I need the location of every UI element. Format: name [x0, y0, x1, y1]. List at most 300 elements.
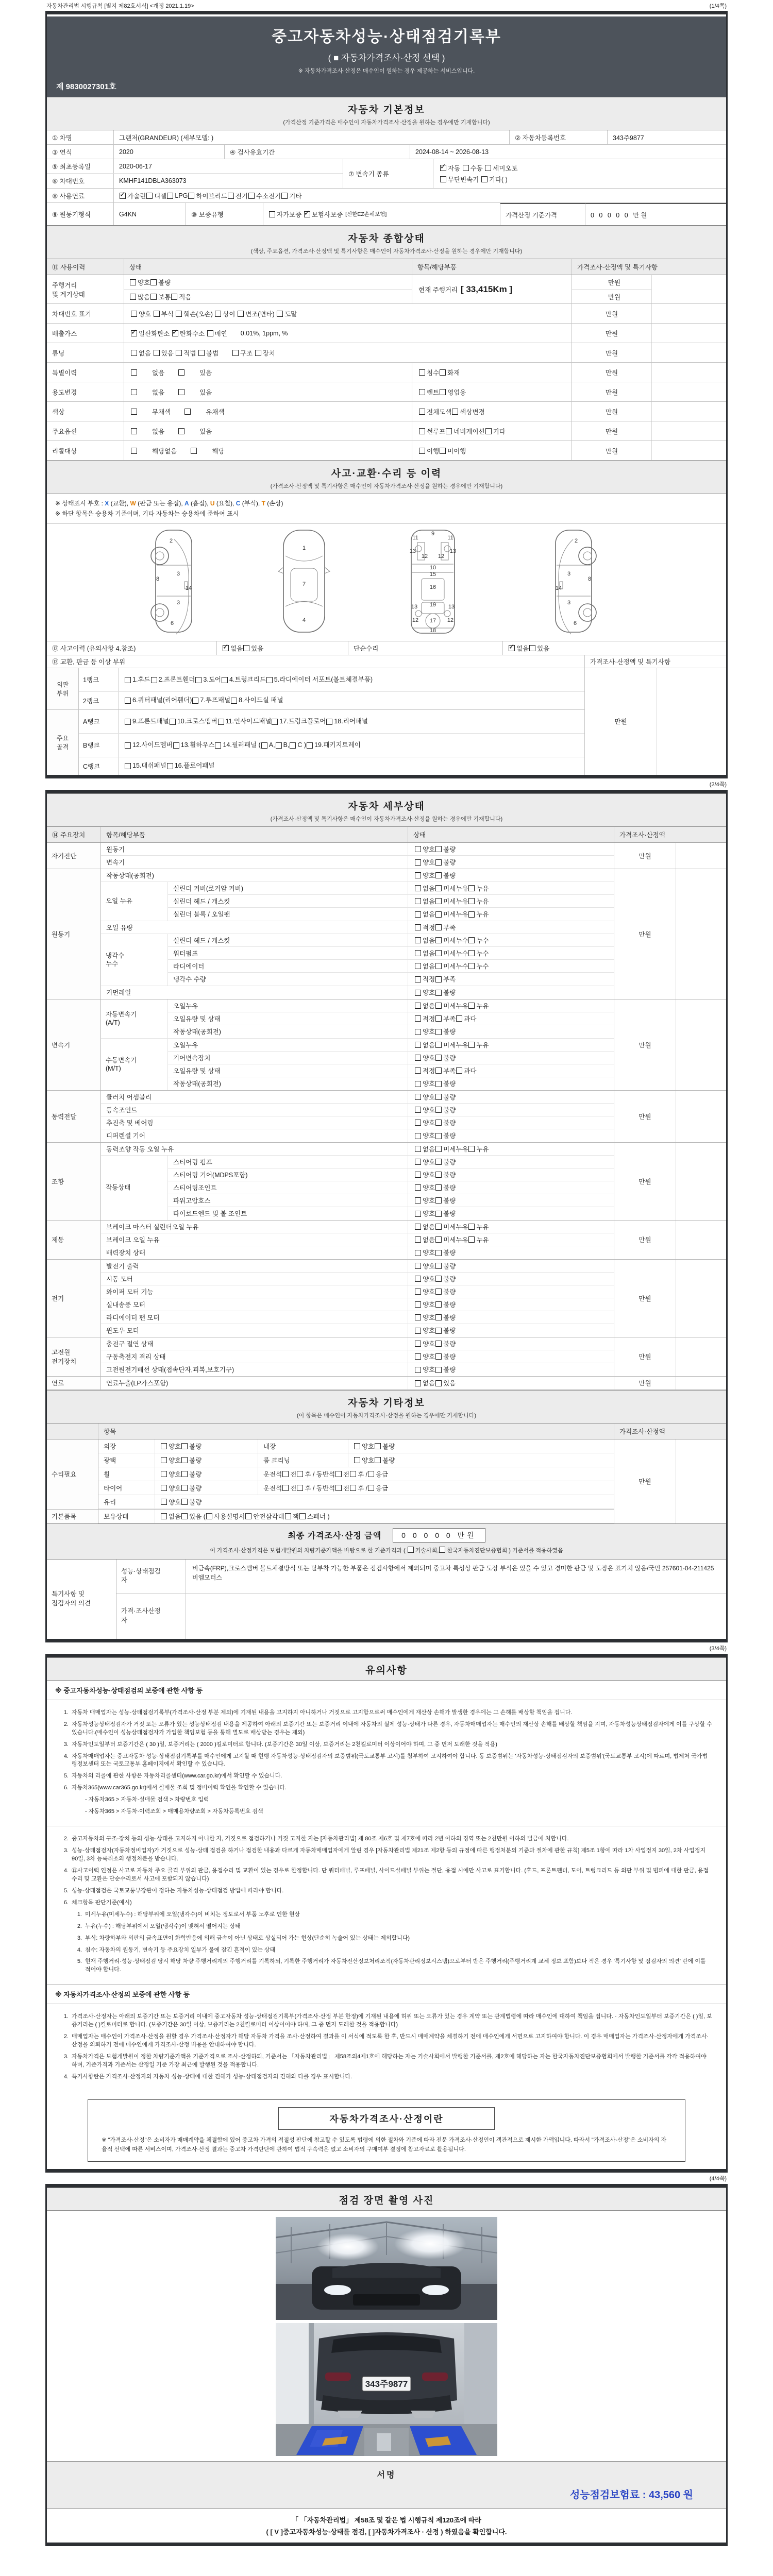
panel-number: 11: [447, 534, 453, 541]
detail-table-head: [47, 827, 726, 843]
document-meta: [45, 0, 728, 11]
notice-text: 자동차365(www.car365.go.kr)에서 실매물 조회 및 정비이력 확인을 확인할 수 있습니다.: [72, 1785, 287, 1791]
reg-no-label: ② 자동차등록번호: [510, 130, 608, 144]
accident-note-2: ※ 하단 항목은 승용차 기준이며, 기타 자동차는 승용차에 준하여 표시: [55, 510, 239, 518]
row-label: 색상: [47, 402, 124, 421]
checkbox: [415, 976, 421, 982]
checkbox: [435, 990, 442, 996]
notice-item: [60, 2013, 713, 2029]
detail-item: 배력장치 상태: [106, 1249, 145, 1257]
accident-section-title: 사고·교환·수리 등 이력: [331, 468, 442, 479]
car-name-label: ① 차명: [47, 130, 114, 144]
document: [45, 0, 728, 2546]
price-unit: 만원: [572, 441, 651, 460]
detail-item: 작동상태(공회전): [173, 1028, 221, 1036]
detail-item: 작동상태(공회전): [173, 1080, 221, 1088]
device-group: [47, 869, 726, 999]
state-options: 무채색 유채색: [124, 402, 412, 421]
note-cell: [651, 363, 726, 382]
detail-state: 없음 미세누유 누유: [408, 1143, 614, 1155]
license-plate: 343주9877: [365, 2379, 408, 2389]
checkbox: [131, 428, 137, 434]
checkbox: [463, 165, 469, 171]
notice-text: 자동차가격은 보험개발원이 정한 차량기준가액을 기준가격으로 조사·산정하되, 기준서는 「자동차관리법」 제58조의4제1호에 해당하는 자는 기술사회에서 발행한 기준서를, 제2호에 해당하는 자는 한국자동차진단보증협회에서 발행한 기준서를 각각 적용하여야 하며, 기준가격과 기준서는 산정일 기준 가장 최근에 발행된 것을 적용합니다.: [72, 2054, 707, 2069]
detail-item: 실내송풍 모터: [106, 1301, 145, 1309]
misc-item-name: 광택: [98, 1453, 155, 1467]
state-options: 없음 있음: [124, 382, 412, 401]
checkbox: [228, 193, 234, 199]
checkbox: [415, 1042, 421, 1048]
notice-item: [60, 1867, 713, 1884]
engine-type-label: ⑨ 원동기형식: [47, 203, 114, 225]
valuation-definition-title: 자동차가격조사·산정이란: [278, 2107, 495, 2130]
detail-state: 양호 불량: [408, 1273, 614, 1285]
detail-item: 오일누유: [173, 1041, 198, 1049]
checkbox-checked: [172, 330, 178, 336]
checkbox: [248, 193, 255, 199]
detail-item: 라디에이터: [173, 962, 205, 970]
checkbox: [125, 698, 131, 704]
notice-item: [60, 1887, 713, 1895]
misc-item-state: 없음 있음 ( 사용설명서 안전삼각대 잭 스패너 ): [155, 1510, 614, 1523]
checkbox-checked: [509, 645, 515, 651]
accident-history-row: [47, 641, 726, 655]
notice-item: [60, 1753, 713, 1769]
detail-state: 없음 미세누유 누유: [408, 1233, 614, 1246]
notice-number: 6.: [63, 1785, 69, 1791]
notice-number: 2.: [77, 1923, 82, 1929]
comprehensive-section: [47, 226, 726, 461]
checkbox: [206, 1513, 212, 1519]
checkbox: [435, 898, 442, 904]
checkbox: [125, 719, 131, 725]
detail-row: [168, 882, 614, 895]
comp-table-head: [47, 259, 726, 275]
panel-number: 9: [431, 530, 435, 537]
year-value: 2020: [114, 145, 225, 159]
panel-number: 18: [429, 627, 436, 634]
detail-row: [101, 1260, 614, 1273]
warranty-insurer: [신한EZ손해보험]: [345, 211, 387, 217]
panel-number: 12: [447, 617, 454, 623]
detail-item: 실린더 헤드 / 개스킷: [173, 937, 230, 944]
checkbox: [181, 1457, 188, 1463]
checkbox: [299, 1513, 306, 1519]
checkbox: [335, 1471, 342, 1477]
checkbox: [272, 719, 278, 725]
fuel-options: ✓ 가솔린 디젤 LPG 하이브리드 전기 수소전기 기타: [114, 189, 726, 202]
state-code: A: [184, 500, 189, 507]
detail-state: 없음 미세누수 누수: [408, 934, 614, 946]
detail-item: 발전기 출력: [106, 1262, 139, 1270]
rank1-label: 1랭크: [79, 668, 119, 691]
checkbox: [435, 1380, 442, 1386]
basic-section-header: [47, 97, 726, 130]
detail-row: [101, 1143, 614, 1156]
panel-number: 8: [156, 575, 160, 582]
checkbox: [435, 1146, 442, 1152]
checkbox: [435, 1197, 442, 1204]
detail-row: [101, 1350, 614, 1363]
notice-number: 3.: [63, 1741, 69, 1748]
comp-table-rows: [47, 304, 726, 461]
detail-item: 오일유량 및 상태: [173, 1015, 221, 1023]
checkbox: [435, 1029, 442, 1035]
detail-state: 양호 불량: [408, 1181, 614, 1194]
checkbox: [435, 1289, 442, 1295]
col-item: 항목/해당부품: [412, 259, 572, 275]
panel-number: 6: [573, 620, 577, 626]
notice-number: 2.: [63, 1836, 69, 1842]
checkbox: [481, 176, 488, 182]
checkbox: [435, 1055, 442, 1061]
accident-history-label: ⑫ 사고이력 (유의사항 4.참조): [47, 641, 217, 655]
special-opinion-label: 특기사항 및 점검자의 의견: [47, 1560, 116, 1639]
panel-number: 14: [555, 585, 562, 591]
checkbox-checked: [120, 193, 126, 199]
detail-state: 양호 불량: [408, 1311, 614, 1324]
notice-item: [74, 1946, 713, 1955]
detail-state: 없음 미세누유 누유: [408, 895, 614, 907]
checkbox: [154, 350, 160, 356]
misc-row: [98, 1453, 614, 1467]
checkbox: [415, 1353, 421, 1360]
confirmation-line-2: ( [ V ]중고자동차성능·상태를 점검, [ ]자동차가격조사 · 산정 ) 하였음을 확인합니다.: [266, 2528, 507, 2536]
rankA-label: A랭크: [79, 710, 119, 733]
checkbox: [184, 409, 191, 415]
row-label: 배출가스: [47, 324, 124, 343]
checkbox: [191, 448, 197, 454]
detail-item: 디퍼렌셜 기어: [106, 1132, 145, 1140]
usage-history-row: [47, 441, 726, 461]
device-group: [47, 999, 726, 1091]
checkbox: [435, 1067, 442, 1074]
simple-repair-state: ✓ 없음 있음: [503, 641, 726, 655]
checkbox: [415, 1367, 421, 1373]
rank2-label: 2랭크: [79, 692, 119, 709]
detail-item: 스티어링 기어(MDPS포함): [173, 1171, 248, 1179]
subgroup-label: 자동변속기 (A/T): [101, 999, 168, 1038]
misc-item-state: 양호 불량: [155, 1495, 614, 1509]
detail-item: 브레이크 마스터 실린더오일 누유: [106, 1223, 199, 1231]
checkbox: [435, 1301, 442, 1308]
rankA-items: 9.프론트패널 10.크로스멤버 11.인사이드패널 17.트렁크플로어 18.리어패널: [119, 710, 584, 733]
detail-row: [168, 1156, 614, 1168]
detail-row: [101, 1311, 614, 1324]
device-group: [47, 843, 726, 869]
note-cell: [651, 441, 726, 460]
price-unit: 만원: [614, 1377, 676, 1389]
panel-number: 11: [412, 534, 418, 541]
checkbox: [415, 846, 421, 852]
detail-section-header: [47, 793, 726, 827]
notice-number: 3.: [63, 1848, 69, 1854]
misc-item-name: 내장: [258, 1439, 348, 1453]
detail-item: 구동축전지 격리 상태: [106, 1353, 166, 1361]
note-cell: [651, 382, 726, 401]
checkbox: [435, 1236, 442, 1243]
misc-row: [98, 1439, 614, 1453]
detail-state: 양호 불량: [408, 843, 614, 855]
checkbox: [282, 1471, 289, 1477]
checkbox: [468, 937, 475, 943]
notice-item: [74, 1935, 713, 1943]
detail-state: 양호 불량: [408, 1324, 614, 1337]
detail-item: 스티어링조인트: [173, 1184, 217, 1192]
car-diagram-svg: [113, 524, 660, 638]
checkbox: [125, 763, 131, 769]
inspection-photo-rear: [276, 2323, 497, 2456]
accident-section-subtitle: (가격조사·산정액 및 특기사항은 매수인이 자동차가격조사·산정을 원하는 경우에만 기재합니다): [270, 483, 503, 489]
notice-text: 자동차매매업자는 중고자동차 성능·상태점검기록부를 매수인에게 고지할 때 현행 자동차성능·상태점검자의 보증범위(국토교통부 고시)를 첨부하여 고지하여야 합니다. 동 보증범위는 '자동차성능·상태점검자의 보증범위'(국토교통부 고시)에 따르며, 법제처 국가법령정보센터 또는 국토교통부 홈페이지에서 확인할 수 있습니다.: [72, 1753, 708, 1768]
checkbox: [181, 1485, 188, 1491]
notice-text: 매매업자는 매수인이 가격조사·산정을 원할 경우 가격조사·산정자가 해당 자동차 가격을 조사·산정하여 결과를 이 서식에 적도록 한 후, 반드시 매매계약을 체결하기 전에 매수인에게 서면으로 고지하여야 합니다. 이 경우 매매업자는 가격조사·산정자에게 가격조사·산정을 의뢰하기 전에 매수인에게 가격조사·산정 비용을 안내하여야 합니다.: [72, 2033, 709, 2048]
page-block-4: [45, 2184, 728, 2546]
detail-state: 양호 불량: [408, 1337, 614, 1350]
misc-item-state: 양호 불량: [348, 1439, 614, 1453]
detail-row: [168, 1194, 614, 1207]
detail-row: [101, 1273, 614, 1285]
detail-item: 커먼레일: [106, 989, 131, 997]
checkbox: [435, 976, 442, 982]
checkbox: [375, 1457, 381, 1463]
detail-row: [101, 1246, 614, 1259]
checkbox: [456, 1067, 462, 1074]
warranty-label: ⑩ 보증유형: [186, 203, 263, 225]
checkbox: [435, 1276, 442, 1282]
checkbox: [415, 950, 421, 956]
checkbox: [468, 1146, 475, 1152]
misc-item-name: 휠: [98, 1467, 155, 1481]
checkbox: [232, 350, 239, 356]
rank-table: [47, 668, 726, 775]
notice-text: ⑫사고이력 인정은 사고로 자동차 주요 골격 부위의 판금, 용접수리 및 교환이 있는 경우로 한정합니다. 단 쿼터패널, 루프패널, 사이드실패널 부위는 절단, 용접 시에만 사고로 표기합니다. (후드, 프론트펜더, 도어, 트렁크리드 등 외판 부위 및 범퍼에 대한 판금, 용접수리 및 교환은 단순수리로서 사고에 포함되지 않습니다): [72, 1867, 709, 1882]
detail-row: [168, 999, 614, 1012]
state-code: X: [105, 500, 109, 507]
rank2-items: 6.쿼터패널(리어휀더) 7.루프패널 8.사이드실 패널: [119, 692, 584, 709]
device-group: [47, 1260, 726, 1337]
checkbox: [435, 1224, 442, 1230]
col-state: 상태: [129, 264, 142, 271]
detail-state: 양호 불량: [408, 1104, 614, 1116]
exchange-label: ⑬ 교환, 판금 등 이상 부위: [52, 658, 126, 666]
misc-row: [98, 1481, 614, 1495]
detail-item: 라디에이터 팬 모터: [106, 1314, 160, 1321]
state-code: C: [236, 500, 241, 507]
checkbox: [368, 1471, 374, 1477]
misc-section-subtitle: (이 항목은 매수인이 자동차가격조사·산정을 원하는 경우에만 기재합니다): [296, 1412, 477, 1419]
checkbox: [161, 1443, 167, 1449]
notice-item: [60, 1741, 713, 1749]
notice-item: [60, 1784, 713, 1792]
checkbox: [435, 1184, 442, 1191]
misc-item-name: 타이어: [98, 1481, 155, 1495]
checkbox: [170, 719, 176, 725]
detail-row: [101, 921, 614, 934]
usage-history-row: [47, 324, 726, 343]
notice-text: 침수: 자동차의 원동기, 변속기 등 주요장치 일부가 물에 잠긴 흔적이 있는 상태: [85, 1946, 276, 1953]
col-usage-history: ⑪ 사용이력: [47, 259, 124, 275]
subgroup-label: 냉각수 누수: [101, 934, 168, 986]
detail-item: 스티어링 펌프: [173, 1158, 212, 1166]
detail-row: [168, 1207, 614, 1220]
checkbox: [154, 311, 160, 317]
detail-state: 양호 불량: [408, 1363, 614, 1376]
checkbox: [440, 176, 446, 182]
basic-section-title: 자동차 기본정보: [348, 105, 425, 115]
mileage-label: 주행거리 및 계기상태: [47, 275, 124, 303]
checkbox: [485, 428, 492, 434]
checkbox: [446, 428, 452, 434]
detail-item: 동력조향 작동 오일 누유: [106, 1145, 174, 1153]
usage-history-row: [47, 363, 726, 382]
base-price-value: 0 0 0 0 0 만원: [585, 203, 726, 225]
checkbox: [167, 193, 173, 199]
panel-number: 12: [438, 553, 445, 560]
state-code: T: [261, 500, 265, 507]
checkbox: [415, 1276, 421, 1282]
panel-number: 12: [421, 553, 428, 560]
notice-number: [74, 1808, 82, 1816]
detail-state: 양호 불량: [408, 986, 614, 999]
checkbox: [146, 193, 153, 199]
inspector-opinion-text: 비금속(FRP),크로스멤버 볼트체결방식 또는 탈부착 가능한 부품은 점검사항에서 제외되며 중고차 특성상 판금 도장 부식은 있을 수 있고 경미한 판금 및 도장은 표기치 않음/국민 257601-04-211425 비엠모터스: [192, 1564, 714, 1582]
checkbox: [297, 1471, 303, 1477]
checkbox: [307, 742, 313, 749]
valid-value: 2024-08-14 ~ 2026-08-13: [415, 148, 489, 156]
checkbox: [131, 311, 137, 317]
detail-item: 등속조인트: [106, 1106, 138, 1114]
panel-number: 13: [411, 603, 418, 610]
col-part: 항목/해당부품: [106, 831, 145, 839]
price-unit: 만원: [572, 382, 651, 401]
checkbox: [435, 1133, 442, 1139]
basic-section-subtitle: (가격산정 기준가격은 매수인이 자동차가격조사·산정을 원하는 경우에만 기재합니다): [283, 120, 490, 126]
checkbox: [435, 1353, 442, 1360]
detail-row: [101, 1091, 614, 1104]
basic-info-table: [47, 130, 726, 226]
row-label: 용도변경: [47, 382, 124, 401]
car-diagram: [47, 524, 726, 641]
misc-price: 만원: [614, 1439, 676, 1523]
notice-item: [74, 1911, 713, 1919]
checkbox: [435, 1042, 442, 1048]
col-condition: 상태: [408, 827, 614, 842]
mileage-row: [47, 275, 726, 304]
row-label: 주요옵션: [47, 421, 124, 440]
usage-history-row: [47, 382, 726, 402]
panel-number: 14: [185, 585, 192, 591]
notice-text: 미세누유(미세누수) : 해당부위에 오일(냉각수)이 비치는 정도로서 부품 노후로 인한 현상: [85, 1911, 300, 1918]
checkbox: [468, 963, 475, 969]
comp-section-subtitle: (색상, 주요옵션, 가격조사·산정액 및 특기사항은 매수인이 자동차가격조사·산정을 원하는 경우에만 기재합니다): [250, 248, 523, 255]
simple-repair-label: 단순수리: [348, 641, 503, 655]
checkbox: [529, 645, 535, 651]
checkbox: [468, 1224, 475, 1230]
misc-item-detail: 운전석 전 후 / 동반석 전 후 / 응급: [263, 1484, 389, 1492]
checkbox: [419, 428, 425, 434]
notice-number: 1.: [63, 1709, 69, 1716]
checkbox: [435, 859, 442, 866]
detail-subgroup: [101, 999, 614, 1039]
checkbox: [181, 1513, 188, 1519]
checkbox: [435, 1081, 442, 1087]
checkbox: [282, 1485, 289, 1491]
notice-number: 3.: [63, 2054, 69, 2060]
detail-item: 오일 유량: [106, 924, 133, 931]
usage-history-row: [47, 421, 726, 441]
subgroup-label: 수동변속기 (M/T): [101, 1039, 168, 1090]
checkbox: [415, 1055, 421, 1061]
checkbox: [468, 1042, 475, 1048]
checkbox: [415, 1314, 421, 1320]
detail-item: 브레이크 오일 누유: [106, 1236, 160, 1244]
price-unit: 만원: [614, 1260, 676, 1337]
notice-number: 4.: [63, 2073, 69, 2080]
notice-text: 자동차인도일부터 보증기간은 ( 30 )일, 보증거리는 ( 2000 )킬로미터로 합니다. (보증기간은 30일 이상, 보증거리는 2천킬로미터 이상이어야 하며, 그 중 먼저 도래한 것을 적용): [72, 1741, 497, 1748]
checkbox: [207, 330, 213, 336]
page-marker-2: (2/4쪽): [709, 781, 727, 788]
device-group: [47, 1377, 726, 1390]
checkbox: [290, 742, 296, 749]
signature-section: [47, 2461, 726, 2509]
checkbox: [415, 1067, 421, 1074]
note-cell: [676, 1260, 726, 1337]
checkbox: [176, 311, 182, 317]
checkbox-checked: [304, 211, 310, 217]
checkbox: [415, 1236, 421, 1243]
detail-row: [168, 1052, 614, 1064]
notice-item: [60, 1709, 713, 1717]
checkbox: [435, 1328, 442, 1334]
state-code-legend: ※ 상태표시 부호 : X (교환), W (판금 또는 용접), A (흠집), U (요철), C (부식), T (손상): [55, 500, 283, 507]
note-cell: [676, 1221, 726, 1259]
detail-item: 실린더 블록 / 오일팬: [173, 911, 230, 919]
misc-item-detail: 운전석 전 후 / 동반석 전 후 / 응급: [263, 1470, 389, 1478]
note-cell: [651, 343, 726, 362]
detail-row: [168, 895, 614, 908]
outer-panel-group-label: 외판 부위: [47, 668, 79, 709]
detail-state: 양호 불량: [408, 1077, 614, 1090]
row-label: 튜닝: [47, 343, 124, 362]
basic-info-section: [47, 97, 726, 226]
checkbox: [415, 898, 421, 904]
valuation-definition-box: [88, 2099, 685, 2162]
misc-item-name: 보유상태: [98, 1510, 155, 1523]
reg-no-value: 343주9877: [613, 134, 644, 142]
price-unit: 만원: [572, 304, 651, 323]
panel-number: 4: [302, 617, 306, 623]
checkbox: [415, 1094, 421, 1100]
checkbox: [435, 872, 442, 878]
note-cell: [651, 275, 726, 303]
checkbox: [130, 294, 136, 300]
device-name: 원동기: [47, 869, 101, 999]
checkbox: [468, 898, 475, 904]
detail-item: 냉각수 수량: [173, 976, 206, 984]
checkbox: [439, 1547, 445, 1553]
checkbox: [435, 1107, 442, 1113]
detail-section-subtitle: (가격조사·산정액 및 특기사항은 매수인이 자동차가격조사·산정을 원하는 경우에만 기재합니다): [270, 816, 503, 822]
title-header: [47, 16, 726, 97]
detail-state: 양호 불량: [408, 1116, 614, 1129]
page-block-2: [45, 790, 728, 1642]
checkbox: [468, 1003, 475, 1009]
notice-text: 체크항목 판단기준(예시): [72, 1899, 132, 1906]
misc-row: [98, 1467, 614, 1481]
checkbox: [415, 1172, 421, 1178]
checkbox: [245, 1513, 251, 1519]
